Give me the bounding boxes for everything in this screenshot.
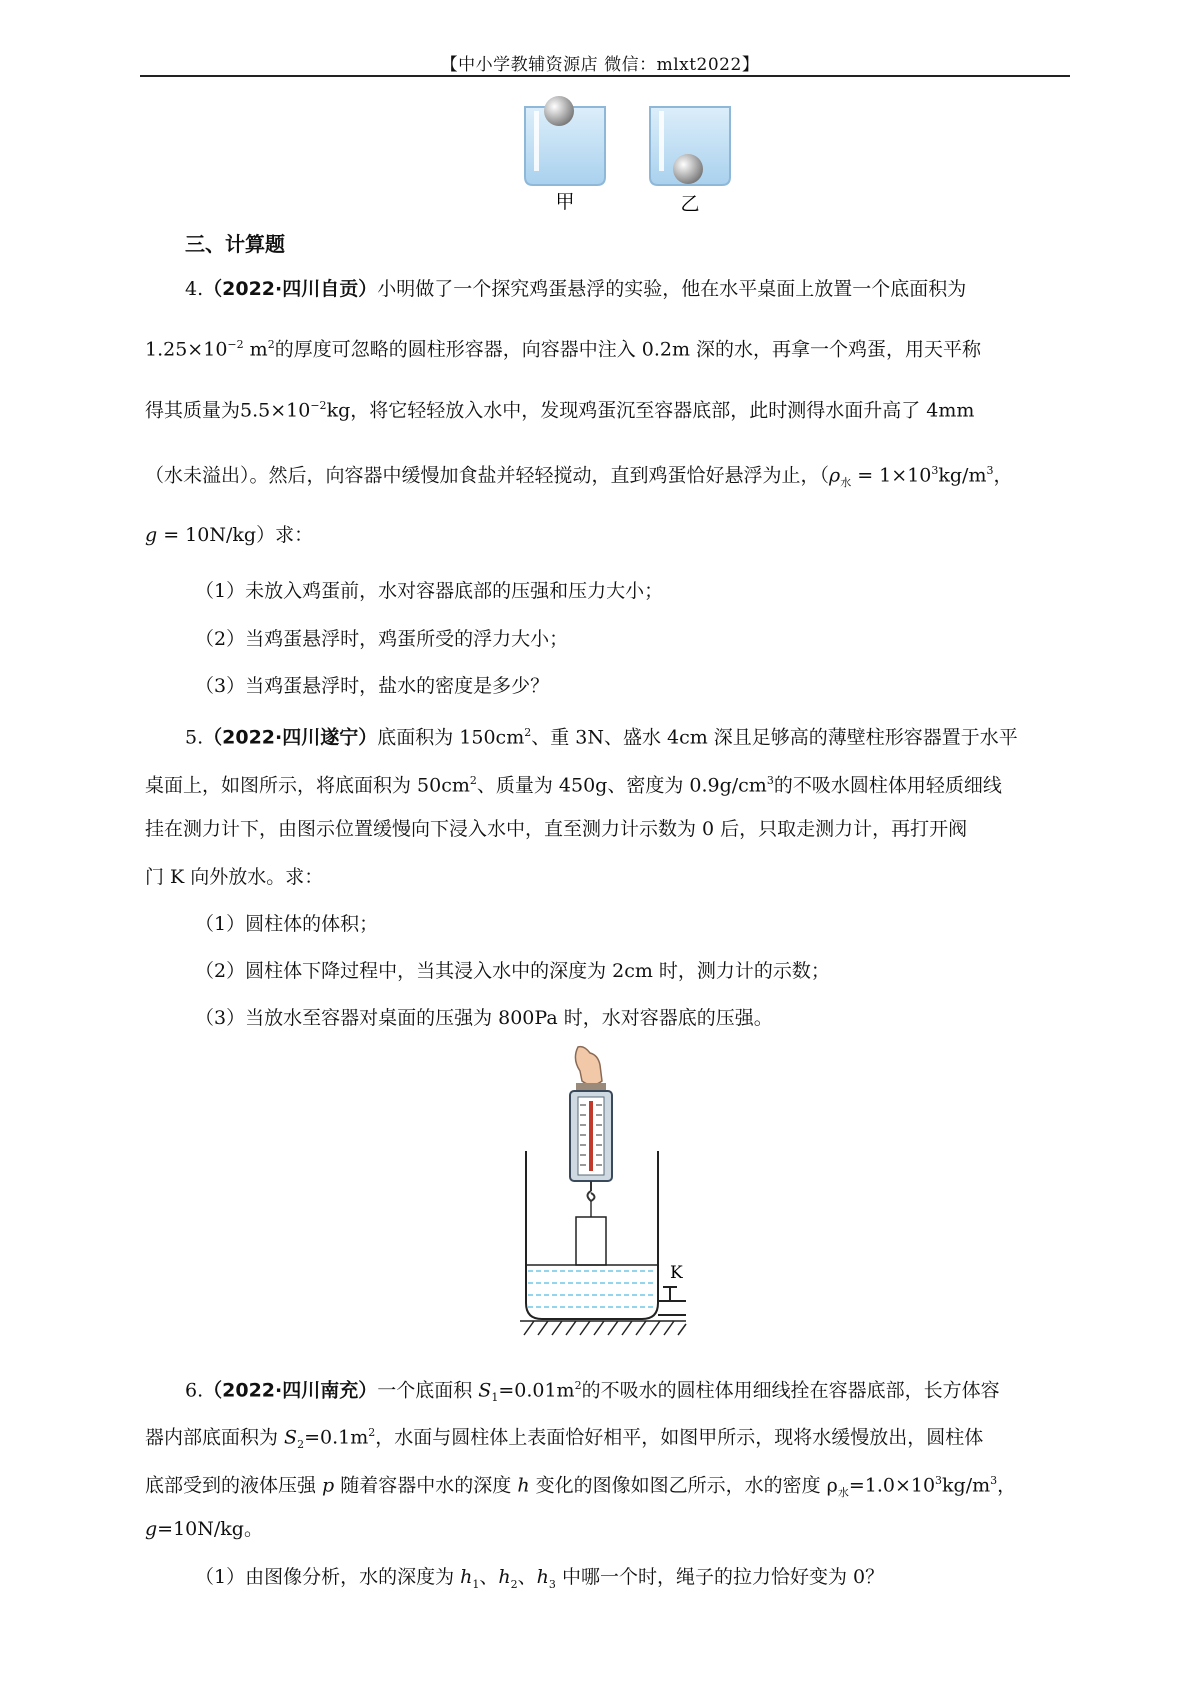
q6-line-1: 6.（2022·四川南充）一个底面积 $S_1=0.01m^2$的不吸水的圆柱体用细线拴在容器底部，长方体容 bbox=[185, 1379, 1000, 1405]
beaker-a-label: 甲 bbox=[555, 191, 575, 213]
spring-scale bbox=[570, 1083, 612, 1201]
q4-line-1: 4.（2022·四川自贡）小明做了一个探究鸡蛋悬浮的实验，他在水平桌面上放置一个底面积为 bbox=[185, 278, 967, 300]
q5-line-4: 门 K 向外放水。求： bbox=[145, 866, 324, 888]
valve-k bbox=[658, 1287, 686, 1315]
section-title: 三、计算题 bbox=[185, 232, 285, 256]
ground bbox=[520, 1321, 686, 1335]
q4-sub-2: （2）当鸡蛋悬浮时，鸡蛋所受的浮力大小； bbox=[195, 628, 569, 650]
q6-line-2: 器内部底面积为 $S_2=0.1m^2$，水面与圆柱体上表面恰好相平，如图甲所示，现将水缓慢放出，圆柱体 bbox=[145, 1426, 984, 1452]
q4-line-2: $1.25\times 10^{-2}$ $m^2$的厚度可忽略的圆柱形容器，向容器中注入 0.2m 深的水，再拿一个鸡蛋，用天平称 bbox=[145, 338, 982, 361]
beaker-b bbox=[650, 107, 730, 185]
q5-line-3: 挂在测力计下，由图示位置缓慢向下浸入水中，直至测力计示数为 0 后，只取走测力计，再打开阀 bbox=[145, 818, 968, 840]
q5-sub-1: （1）圆柱体的体积； bbox=[195, 913, 379, 935]
beaker-a bbox=[525, 96, 605, 185]
beaker-b-label: 乙 bbox=[680, 193, 700, 215]
valve-label: K bbox=[670, 1263, 683, 1283]
cylinder bbox=[576, 1217, 606, 1265]
floating-ball bbox=[544, 96, 574, 126]
q4-line-3: 得其质量为$5.5\times 10^{-2}kg$，将它轻轻放入水中，发现鸡蛋沉至容器底部，此时测得水面升高了 4mm bbox=[145, 399, 975, 422]
q6-line-3: 底部受到的液体压强 p 随着容器中水的深度 h 变化的图像如图乙所示，水的密度 $\rho_水=1.0\times 10^3kg/m^3$， bbox=[145, 1474, 1017, 1500]
q5-sub-3: （3）当放水至容器对桌面的压强为 800Pa 时，水对容器底的压强。 bbox=[195, 1007, 773, 1029]
spring-scale-figure bbox=[520, 1045, 740, 1355]
page-header: 【中小学教辅资源店 微信：mlxt2022】 bbox=[440, 55, 760, 75]
q5-sub-2: （2）圆柱体下降过程中，当其浸入水中的深度为 2cm 时，测力计的示数； bbox=[195, 960, 830, 982]
q4-line-4: （水未溢出）。然后，向容器中缓慢加食盐并轻轻搅动，直到鸡蛋恰好悬浮为止，（$\rho_水 = 1\times 10^3kg/m^3$， bbox=[145, 464, 1013, 490]
sunk-ball bbox=[673, 154, 703, 184]
header-divider bbox=[140, 75, 1070, 77]
q4-line-5: g = 10N/kg）求： bbox=[145, 524, 314, 546]
beakers-figure bbox=[520, 95, 740, 215]
q5-line-1: 5.（2022·四川遂宁）底面积为 $150cm^2$、重 3N、盛水 4cm 深且足够高的薄壁柱形容器置于水平 bbox=[185, 726, 1018, 749]
hand-icon bbox=[575, 1047, 602, 1085]
q5-line-2: 桌面上，如图所示，将底面积为 $50cm^2$、质量为 450g、密度为 $0.9g/cm^3$的不吸水圆柱体用轻质细线 bbox=[145, 774, 1002, 797]
q4-sub-1: （1）未放入鸡蛋前，水对容器底部的压强和压力大小； bbox=[195, 580, 664, 602]
q6-sub-1: （1）由图像分析，水的深度为 $h_1$、$h_2$、$h_3$ 中哪一个时，绳子的拉力恰好变为 0？ bbox=[195, 1566, 885, 1591]
q6-line-4: g=10N/kg。 bbox=[145, 1518, 263, 1540]
q4-sub-3: （3）当鸡蛋悬浮时，盐水的密度是多少？ bbox=[195, 675, 550, 697]
